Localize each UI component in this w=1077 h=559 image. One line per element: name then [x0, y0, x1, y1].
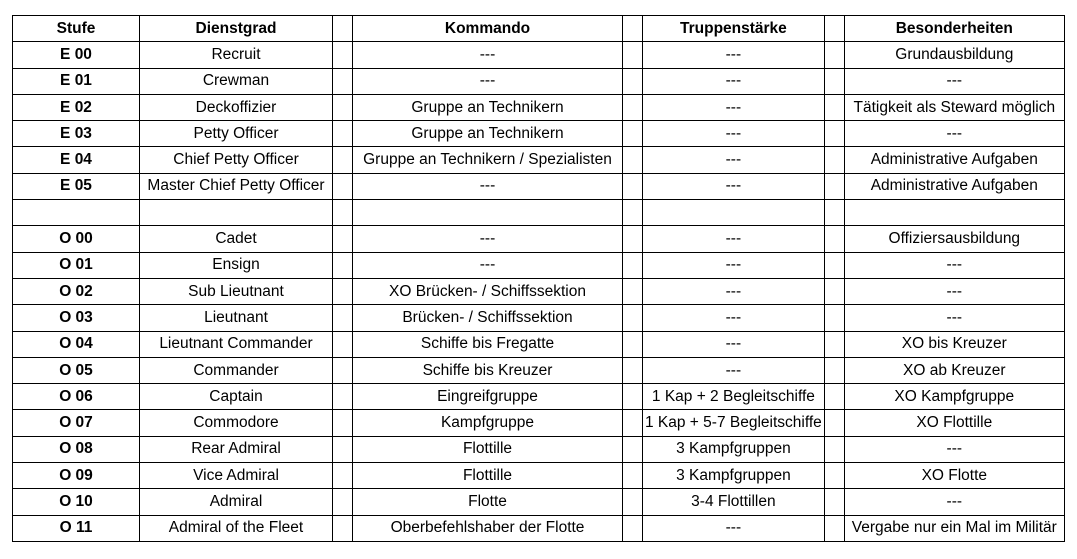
cell-kommando: Kampfgruppe — [353, 410, 623, 436]
spacer-cell — [824, 515, 844, 541]
cell-besonderheiten: XO bis Kreuzer — [844, 331, 1064, 357]
cell-truppenstaerke — [643, 200, 825, 226]
cell-dienstgrad: Deckoffizier — [140, 94, 333, 120]
cell-stufe: E 00 — [13, 42, 140, 68]
header-besonderheiten: Besonderheiten — [844, 16, 1064, 42]
cell-besonderheiten: XO Flottille — [844, 410, 1064, 436]
spacer-cell — [333, 94, 353, 120]
cell-besonderheiten: Tätigkeit als Steward möglich — [844, 94, 1064, 120]
spacer-cell — [333, 68, 353, 94]
spacer-cell — [333, 463, 353, 489]
cell-truppenstaerke: --- — [643, 42, 825, 68]
spacer-cell — [623, 16, 643, 42]
spacer-cell — [623, 147, 643, 173]
cell-besonderheiten: XO ab Kreuzer — [844, 357, 1064, 383]
spacer-cell — [623, 278, 643, 304]
cell-truppenstaerke: --- — [643, 68, 825, 94]
spacer-cell — [333, 436, 353, 462]
table-row — [13, 463, 1065, 489]
table-row — [13, 42, 1065, 68]
cell-besonderheiten: --- — [844, 278, 1064, 304]
cell-kommando: Flotte — [353, 489, 623, 515]
spacer-cell — [333, 410, 353, 436]
spacer-cell — [824, 94, 844, 120]
cell-besonderheiten: Administrative Aufgaben — [844, 173, 1064, 199]
cell-truppenstaerke: --- — [643, 252, 825, 278]
cell-dienstgrad: Cadet — [140, 226, 333, 252]
spacer-cell — [824, 16, 844, 42]
cell-kommando: Gruppe an Technikern — [353, 94, 623, 120]
cell-kommando: Schiffe bis Kreuzer — [353, 357, 623, 383]
spacer-cell — [623, 121, 643, 147]
table-row — [13, 410, 1065, 436]
spacer-cell — [333, 489, 353, 515]
cell-truppenstaerke: 3-4 Flottillen — [643, 489, 825, 515]
cell-kommando: Schiffe bis Fregatte — [353, 331, 623, 357]
table-row — [13, 200, 1065, 226]
cell-truppenstaerke: --- — [643, 515, 825, 541]
cell-stufe: O 09 — [13, 463, 140, 489]
spacer-cell — [824, 121, 844, 147]
spacer-cell — [333, 515, 353, 541]
spacer-cell — [824, 436, 844, 462]
cell-stufe: E 05 — [13, 173, 140, 199]
cell-truppenstaerke: --- — [643, 94, 825, 120]
table-row — [13, 94, 1065, 120]
spacer-cell — [824, 252, 844, 278]
cell-stufe: O 11 — [13, 515, 140, 541]
header-row — [13, 16, 1065, 42]
table-row — [13, 331, 1065, 357]
cell-stufe: O 10 — [13, 489, 140, 515]
cell-dienstgrad: Recruit — [140, 42, 333, 68]
cell-stufe: E 01 — [13, 68, 140, 94]
cell-stufe: E 03 — [13, 121, 140, 147]
cell-dienstgrad: Lieutnant — [140, 305, 333, 331]
rank-table — [12, 15, 1065, 542]
spacer-cell — [333, 384, 353, 410]
table-row — [13, 68, 1065, 94]
header-kommando: Kommando — [353, 16, 623, 42]
cell-truppenstaerke: --- — [643, 121, 825, 147]
cell-dienstgrad: Commander — [140, 357, 333, 383]
table-row — [13, 173, 1065, 199]
spacer-cell — [824, 42, 844, 68]
cell-stufe: O 00 — [13, 226, 140, 252]
cell-truppenstaerke: 1 Kap + 5-7 Begleitschiffe — [643, 410, 825, 436]
cell-stufe: O 04 — [13, 331, 140, 357]
cell-truppenstaerke: --- — [643, 305, 825, 331]
spacer-cell — [824, 68, 844, 94]
cell-kommando: Brücken- / Schiffssektion — [353, 305, 623, 331]
cell-stufe: O 02 — [13, 278, 140, 304]
cell-kommando — [353, 200, 623, 226]
spacer-cell — [333, 121, 353, 147]
cell-stufe: O 05 — [13, 357, 140, 383]
table-row — [13, 384, 1065, 410]
cell-kommando: Flottille — [353, 436, 623, 462]
cell-dienstgrad: Admiral of the Fleet — [140, 515, 333, 541]
cell-stufe: E 04 — [13, 147, 140, 173]
cell-truppenstaerke: --- — [643, 357, 825, 383]
table-row — [13, 226, 1065, 252]
cell-dienstgrad: Vice Admiral — [140, 463, 333, 489]
cell-dienstgrad: Lieutnant Commander — [140, 331, 333, 357]
spacer-cell — [333, 16, 353, 42]
cell-besonderheiten: Grundausbildung — [844, 42, 1064, 68]
cell-besonderheiten: Administrative Aufgaben — [844, 147, 1064, 173]
cell-stufe: E 02 — [13, 94, 140, 120]
cell-dienstgrad: Chief Petty Officer — [140, 147, 333, 173]
cell-dienstgrad: Petty Officer — [140, 121, 333, 147]
cell-kommando: --- — [353, 173, 623, 199]
cell-dienstgrad: Admiral — [140, 489, 333, 515]
cell-besonderheiten: --- — [844, 489, 1064, 515]
cell-kommando: Oberbefehlshaber der Flotte — [353, 515, 623, 541]
cell-kommando: Gruppe an Technikern / Spezialisten — [353, 147, 623, 173]
cell-kommando: Eingreifgruppe — [353, 384, 623, 410]
cell-truppenstaerke: --- — [643, 173, 825, 199]
cell-besonderheiten: --- — [844, 68, 1064, 94]
spacer-cell — [824, 305, 844, 331]
spacer-cell — [623, 68, 643, 94]
table-row — [13, 515, 1065, 541]
spacer-cell — [623, 357, 643, 383]
spacer-cell — [623, 331, 643, 357]
cell-kommando: --- — [353, 42, 623, 68]
spacer-cell — [623, 173, 643, 199]
cell-besonderheiten: --- — [844, 252, 1064, 278]
cell-kommando: --- — [353, 68, 623, 94]
spacer-cell — [623, 436, 643, 462]
cell-stufe: O 01 — [13, 252, 140, 278]
cell-besonderheiten: --- — [844, 121, 1064, 147]
cell-kommando: XO Brücken- / Schiffssektion — [353, 278, 623, 304]
table-row — [13, 357, 1065, 383]
spacer-cell — [623, 515, 643, 541]
cell-kommando: Gruppe an Technikern — [353, 121, 623, 147]
cell-kommando: --- — [353, 252, 623, 278]
cell-dienstgrad: Ensign — [140, 252, 333, 278]
cell-stufe: O 06 — [13, 384, 140, 410]
cell-stufe: O 07 — [13, 410, 140, 436]
spacer-cell — [824, 384, 844, 410]
cell-stufe — [13, 200, 140, 226]
spacer-cell — [824, 278, 844, 304]
header-truppenstaerke: Truppenstärke — [643, 16, 825, 42]
cell-besonderheiten: --- — [844, 305, 1064, 331]
spacer-cell — [333, 252, 353, 278]
spacer-cell — [333, 357, 353, 383]
cell-besonderheiten: --- — [844, 436, 1064, 462]
spacer-cell — [623, 226, 643, 252]
spacer-cell — [623, 94, 643, 120]
cell-kommando: Flottille — [353, 463, 623, 489]
spacer-cell — [623, 463, 643, 489]
cell-besonderheiten: XO Kampfgruppe — [844, 384, 1064, 410]
spacer-cell — [333, 278, 353, 304]
table-row — [13, 252, 1065, 278]
cell-dienstgrad: Commodore — [140, 410, 333, 436]
spacer-cell — [333, 226, 353, 252]
cell-stufe: O 03 — [13, 305, 140, 331]
table-row — [13, 147, 1065, 173]
spacer-cell — [623, 489, 643, 515]
spacer-cell — [623, 410, 643, 436]
spacer-cell — [623, 305, 643, 331]
cell-truppenstaerke: --- — [643, 278, 825, 304]
cell-truppenstaerke: --- — [643, 147, 825, 173]
table-row — [13, 305, 1065, 331]
cell-besonderheiten: Offiziersausbildung — [844, 226, 1064, 252]
cell-besonderheiten: Vergabe nur ein Mal im Militär — [844, 515, 1064, 541]
spacer-cell — [824, 463, 844, 489]
spacer-cell — [333, 305, 353, 331]
spacer-cell — [824, 200, 844, 226]
spacer-cell — [824, 147, 844, 173]
spacer-cell — [824, 331, 844, 357]
cell-dienstgrad: Sub Lieutnant — [140, 278, 333, 304]
table-row — [13, 489, 1065, 515]
spacer-cell — [623, 42, 643, 68]
cell-stufe: O 08 — [13, 436, 140, 462]
spacer-cell — [333, 200, 353, 226]
table-row — [13, 278, 1065, 304]
table-body — [13, 42, 1065, 542]
spacer-cell — [824, 410, 844, 436]
spacer-cell — [824, 226, 844, 252]
cell-kommando: --- — [353, 226, 623, 252]
cell-dienstgrad: Crewman — [140, 68, 333, 94]
spacer-cell — [824, 173, 844, 199]
table-row — [13, 121, 1065, 147]
cell-truppenstaerke: --- — [643, 226, 825, 252]
cell-dienstgrad: Rear Admiral — [140, 436, 333, 462]
spacer-cell — [623, 252, 643, 278]
cell-truppenstaerke: 3 Kampfgruppen — [643, 436, 825, 462]
cell-besonderheiten: XO Flotte — [844, 463, 1064, 489]
cell-besonderheiten — [844, 200, 1064, 226]
spacer-cell — [333, 42, 353, 68]
table-row — [13, 436, 1065, 462]
header-dienstgrad: Dienstgrad — [140, 16, 333, 42]
cell-truppenstaerke: 3 Kampfgruppen — [643, 463, 825, 489]
header-stufe: Stufe — [13, 16, 140, 42]
spacer-cell — [333, 331, 353, 357]
spacer-cell — [623, 200, 643, 226]
spacer-cell — [824, 357, 844, 383]
cell-dienstgrad: Master Chief Petty Officer — [140, 173, 333, 199]
cell-dienstgrad: Captain — [140, 384, 333, 410]
cell-dienstgrad — [140, 200, 333, 226]
spacer-cell — [623, 384, 643, 410]
spacer-cell — [333, 173, 353, 199]
spacer-cell — [333, 147, 353, 173]
spacer-cell — [824, 489, 844, 515]
cell-truppenstaerke: 1 Kap + 2 Begleitschiffe — [643, 384, 825, 410]
cell-truppenstaerke: --- — [643, 331, 825, 357]
